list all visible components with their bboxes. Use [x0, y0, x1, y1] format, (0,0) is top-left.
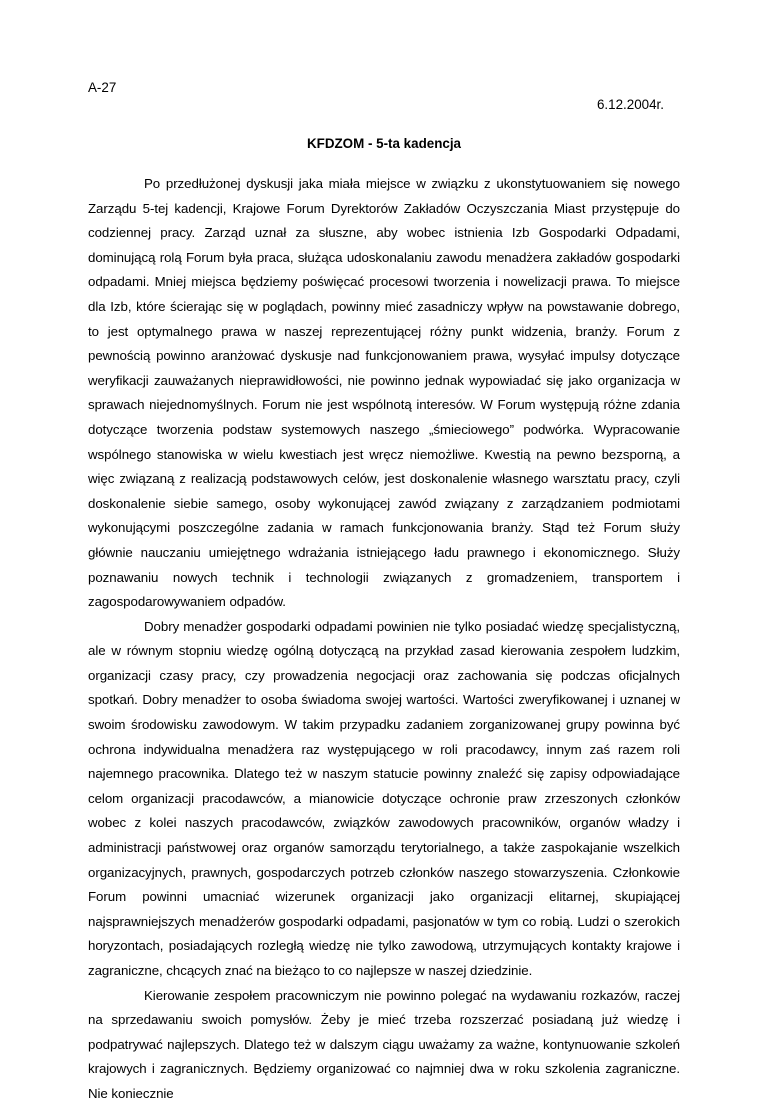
document-body	[88, 172, 680, 1107]
paragraph: Po przedłużonej dyskusji jaka miała miejsce w związku z ukonstytuowaniem się nowego Zarządu 5-tej kadencji, Krajowe Forum Dyrektorów Zakładów Oczyszczania Miast przystępuje do codziennej pracy. Zarząd uznał za słuszne, aby wobec istnienia Izb Gospodarki Odpadami, dominującą rolą Forum była praca, służąca udoskonalaniu zawodu menadżera zakładów gospodarki odpadami. Mniej miejsca będziemy poświęcać procesowi tworzenia i nowelizacji prawa. To miejsce dla Izb, które ścierając się w poglądach, powinny mieć zasadniczy wpływ na powstawanie dobrego, to jest optymalnego prawa w naszej reprezentującej różny punkt widzenia, branży. Forum z pewnością powinno aranżować dyskusje nad funkcjonowaniem prawa, wysyłać impulsy dotyczące weryfikacji zauważanych nieprawidłowości, nie powinno jednak wypowiadać się jako organizacja w sprawach niejednomyślnych. Forum nie jest wspólnotą interesów. W Forum występują różne zdania dotyczące tworzenia podstaw systemowych naszego „śmieciowego” podwórka. Wypracowanie wspólnego stanowiska w wielu kwestiach jest wręcz niemożliwe. Kwestią na pewno bezsporną, a więc związaną z realizacją podstawowych celów, jest doskonalenie własnego warsztatu pracy, czyli doskonalenie siebie samego, osoby wykonującej zawód związany z zarządzaniem podmiotami wykonującymi poszczególne zadania w ramach funkcjonowania branży. Stąd też Forum służy głównie nauczaniu umiejętnego wdrażania istniejącego ładu prawnego i ekonomicznego. Służy poznawaniu nowych technik i technologii związanych z gromadzeniem, transportem i zagospodarowywaniem odpadów.	[88, 176, 680, 610]
document-title: KFDZOM - 5-ta kadencja	[306, 136, 462, 151]
paragraph: Kierowanie zespołem pracowniczym nie powinno polegać na wydawaniu rozkazów, raczej na sprzedawaniu swoich pomysłów. Żeby je mieć trzeba rozszerzać posiadaną już wiedzę i podpatrywać najlepszych. Dlatego też w dalszym ciągu uważamy za ważne, kontynuowanie szkoleń krajowych i zagranicznych. Będziemy organizować co najmniej dwa w roku szkolenia zagraniczne. Nie koniecznie	[88, 987, 680, 1101]
document-reference: A-27	[88, 80, 117, 95]
document-date: 6.12.2004r.	[596, 97, 664, 112]
paragraph: Dobry menadżer gospodarki odpadami powinien nie tylko posiadać wiedzę specjalistyczną, ale w równym stopniu wiedzę ogólną dotyczącą na przykład zasad kierowania zespołem ludzkim, organizacji czasy pracy, czy prowadzenia negocjacji oraz zachowania się podczas oficjalnych spotkań. Dobry menadżer to osoba świadoma swojej wartości. Wartości zweryfikowanej i uznanej w swoim środowisku zawodowym. W takim przypadku zadaniem zorganizowanej grupy powinna być ochrona indywidualna menadżera raz występującego w roli pracodawcy, innym zaś razem roli najemnego pracownika. Dlatego też w naszym statucie powinny znaleźć się zapisy odpowiadające celom organizacji pracodawców, a mianowicie dotyczące ochronie praw zrzeszonych członków wobec z kolei naszych pracodawców, związków zawodowych pracowników, organów władzy i administracji państwowej oraz organów samorządu terytorialnego, a także zaspokajanie wszelkich organizacyjnych, prawnych, gospodarczych potrzeb członków naszego stowarzyszenia. Członkowie Forum powinni umacniać wizerunek organizacji jako organizacji elitarnej, skupiającej najsprawniejszych menadżerów gospodarki odpadami, pasjonatów w tym co robią. Ludzi o szerokich horyzontach, posiadających rozległą wiedzę nie tylko zawodową, utrzymujących kontakty krajowe i zagraniczne, chcących znać na bieżąco to co najlepsze w naszej dziedzinie.	[88, 618, 680, 978]
